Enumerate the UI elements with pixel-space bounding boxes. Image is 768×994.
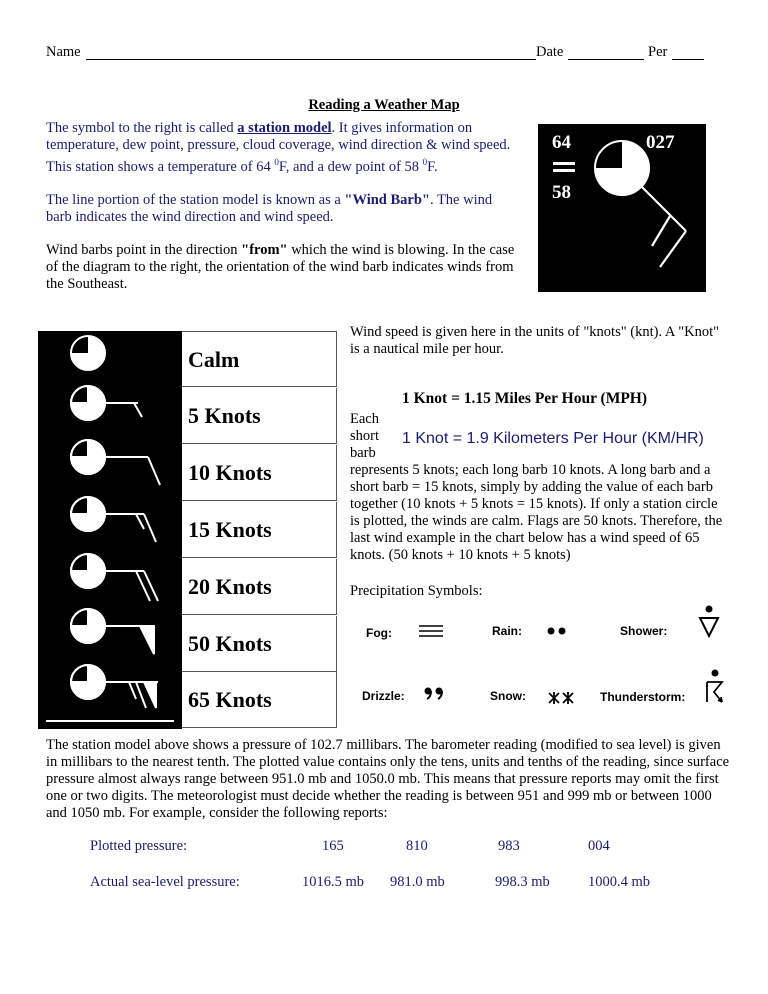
intro-p2-a: The line portion of the station model is known as a bbox=[46, 191, 345, 208]
intro-p1-b: . It gives information on temperature, dew point, pressure, cloud coverage, wind direction & wind speed. This station shows a temperature of 64 bbox=[46, 120, 511, 175]
cloud-cover-circle bbox=[595, 141, 649, 195]
mph-conversion: 1 Knot = 1.15 Miles Per Hour (MPH) bbox=[402, 390, 648, 407]
barb-word: barb bbox=[350, 445, 376, 461]
shower-icon bbox=[698, 604, 720, 638]
actual-value: 998.3 mb bbox=[495, 874, 550, 890]
station-dew-point: 58 bbox=[552, 182, 571, 203]
station-model-link[interactable]: a station model bbox=[237, 120, 332, 136]
barb-5-knots-symbol bbox=[71, 386, 142, 420]
snow-icon bbox=[548, 692, 576, 704]
page-title: Reading a Weather Map bbox=[308, 97, 460, 113]
station-model-svg bbox=[538, 124, 706, 292]
wind-row-5-knots: 5 Knots bbox=[182, 388, 337, 444]
precipitation-heading: Precipitation Symbols: bbox=[350, 583, 483, 599]
rain-label: Rain: bbox=[492, 624, 522, 638]
intro-text bbox=[46, 120, 516, 309]
intro-p1-c: F, and a dew point of 58 bbox=[278, 158, 423, 175]
barb-column bbox=[38, 331, 182, 729]
station-wind-barb bbox=[642, 187, 686, 267]
name-label: Name bbox=[46, 44, 81, 60]
plotted-value: 983 bbox=[498, 838, 520, 854]
wind-row-20-knots: 20 Knots bbox=[182, 559, 337, 615]
intro-paragraph-1 bbox=[46, 120, 516, 176]
wind-row-50-knots: 50 Knots bbox=[182, 616, 337, 672]
barb-50-knots-symbol bbox=[71, 609, 154, 654]
header-line bbox=[46, 44, 726, 61]
intro-paragraph-3 bbox=[46, 242, 516, 293]
degree-mark-1: 0 bbox=[274, 157, 279, 167]
barb-10-knots-symbol bbox=[71, 440, 160, 485]
knots-explanation bbox=[350, 324, 730, 599]
short-word: short bbox=[350, 428, 379, 444]
plotted-value: 165 bbox=[322, 838, 344, 854]
drizzle-label: Drizzle: bbox=[362, 689, 405, 703]
actual-value: 981.0 mb bbox=[390, 874, 445, 890]
barb-symbols-svg bbox=[38, 331, 182, 729]
actual-value: 1000.4 mb bbox=[588, 874, 651, 890]
actual-value: 1016.5 mb bbox=[302, 874, 365, 890]
wind-row-65-knots: 65 Knots bbox=[182, 672, 337, 728]
pressure-paragraph: The station model above shows a pressure of 102.7 millibars. The barometer reading (modified to sea level) is given in millibars to the nearest tenth. The plotted value contains only the tens, units and tenths of the reading, since surface pressure almost always range between 951.0 mb and 1050.0 mb. This means that pressure reports may omit the first one or two digits. The meteorologist must decide whether the reading is between 951 and 999 mb or between 1000 and 1050 mb. For example, consider the following reports: bbox=[46, 737, 730, 821]
barb-20-knots-symbol bbox=[71, 554, 158, 601]
station-pressure: 027 bbox=[646, 132, 675, 153]
each-word: Each bbox=[350, 411, 379, 427]
degree-mark-2: 0 bbox=[422, 157, 428, 167]
fog-label: Fog: bbox=[366, 626, 392, 640]
date-blank[interactable] bbox=[568, 59, 644, 60]
intro-p1-a: The symbol to the right is called bbox=[46, 120, 238, 136]
barb-65-knots-symbol bbox=[71, 665, 158, 708]
station-model-diagram bbox=[538, 124, 706, 292]
station-line-2 bbox=[553, 169, 575, 172]
plotted-pressure-label: Plotted pressure: bbox=[90, 838, 188, 854]
plotted-value: 004 bbox=[588, 838, 610, 854]
per-blank[interactable] bbox=[672, 59, 704, 60]
precipitation-symbols bbox=[352, 604, 732, 714]
station-line-1 bbox=[553, 162, 575, 165]
actual-pressure-label: Actual sea-level pressure: bbox=[90, 874, 240, 890]
drizzle-icon bbox=[423, 686, 447, 700]
wind-speed-table bbox=[38, 331, 339, 729]
rain-icon bbox=[546, 626, 568, 636]
name-blank[interactable] bbox=[86, 59, 536, 60]
intro-p3-b: which the wind is blowing. In the case of the diagram to the right, the orientation of the wind barb indicates winds from the Southeast. bbox=[46, 241, 515, 292]
barb-15-knots-symbol bbox=[71, 497, 156, 542]
per-label: Per bbox=[648, 44, 668, 60]
wind-row-calm: Calm bbox=[182, 331, 337, 387]
knots-intro: Wind speed is given here in the units of "knots" (knt). A "Knot" is a nautical mile per hour. bbox=[350, 324, 720, 357]
station-temperature: 64 bbox=[552, 132, 571, 153]
barb-values-paragraph: represents 5 knots; each long barb 10 knots. A long barb and a short barb = 15 knots, simply by adding the value of each barb together (10 knots + 5 knots = 15 knots). If only a station circle is plotted, the winds are calm. Flags are 50 knots. Therefore, the last wind example in the chart below has a wind speed of 65 knots. (50 knots + 10 knots + 5 knots) bbox=[350, 462, 723, 563]
plotted-value: 810 bbox=[406, 838, 428, 854]
wind-row-10-knots: 10 Knots bbox=[182, 445, 337, 501]
thunderstorm-label: Thunderstorm: bbox=[600, 690, 686, 704]
date-label: Date bbox=[536, 44, 564, 60]
wind-barb-term: "Wind Barb" bbox=[344, 191, 430, 208]
kmhr-conversion: 1 Knot = 1.9 Kilometers Per Hour (KM/HR) bbox=[402, 430, 704, 447]
intro-paragraph-2 bbox=[46, 192, 516, 226]
wind-row-15-knots: 15 Knots bbox=[182, 502, 337, 558]
intro-p3-a: Wind barbs point in the direction bbox=[46, 241, 242, 258]
pressure-explanation bbox=[46, 737, 730, 822]
shower-label: Shower: bbox=[620, 624, 668, 638]
calm-symbol bbox=[71, 336, 105, 370]
snow-label: Snow: bbox=[490, 689, 526, 703]
fog-icon bbox=[418, 624, 444, 638]
intro-p2-b: . The wind barb indicates the wind direction and wind speed. bbox=[46, 191, 493, 225]
thunderstorm-icon bbox=[704, 668, 726, 704]
from-term: "from" bbox=[241, 241, 288, 258]
intro-p1-d: F. bbox=[427, 158, 438, 175]
